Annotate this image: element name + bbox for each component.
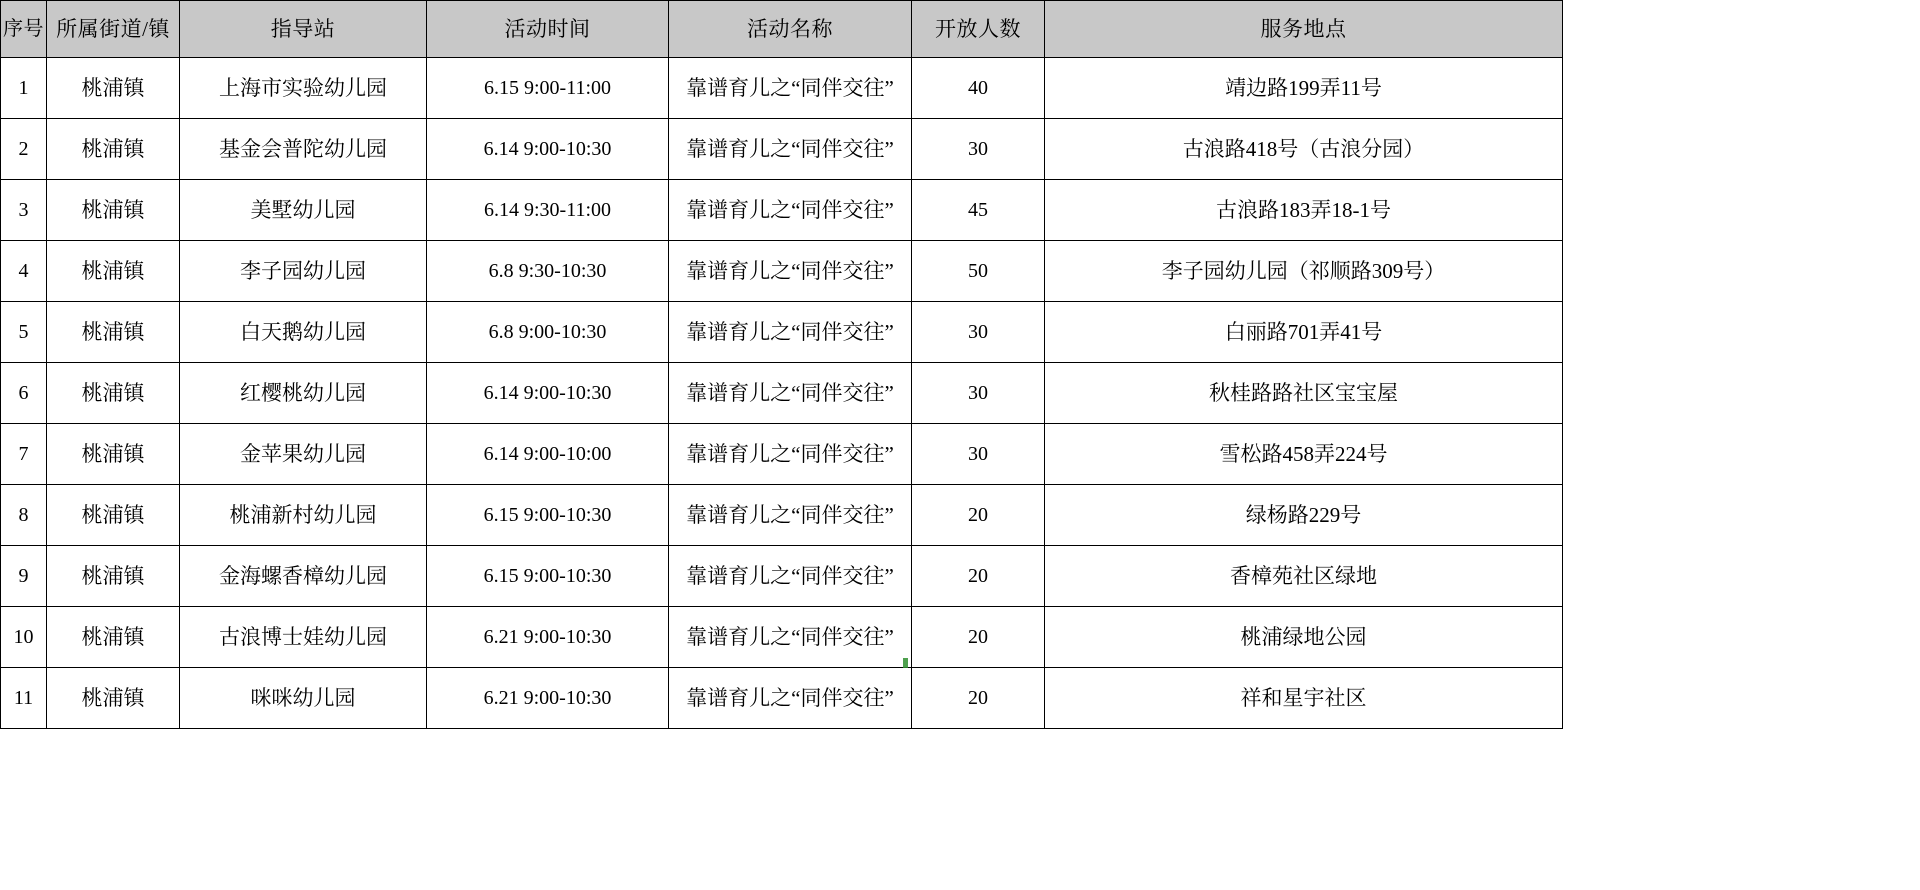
column-header-station: 指导站 — [180, 1, 427, 58]
cell-place: 祥和星宇社区 — [1045, 668, 1563, 729]
cell-capacity: 30 — [912, 302, 1045, 363]
cell-time: 6.21 9:00-10:30 — [427, 607, 669, 668]
table-row — [1, 363, 1563, 424]
cell-index: 7 — [1, 424, 47, 485]
table-row — [1, 668, 1563, 729]
column-header-index: 序号 — [1, 1, 47, 58]
cell-index: 1 — [1, 58, 47, 119]
cell-index: 2 — [1, 119, 47, 180]
cell-activity: 靠谱育儿之“同伴交往” — [669, 607, 912, 668]
cell-time: 6.8 9:00-10:30 — [427, 302, 669, 363]
cell-place: 香樟苑社区绿地 — [1045, 546, 1563, 607]
cell-capacity: 20 — [912, 546, 1045, 607]
cell-activity: 靠谱育儿之“同伴交往” — [669, 363, 912, 424]
cell-station: 白天鹅幼儿园 — [180, 302, 427, 363]
column-header-time: 活动时间 — [427, 1, 669, 58]
cell-place: 白丽路701弄41号 — [1045, 302, 1563, 363]
table-header-row — [1, 1, 1563, 58]
table-row — [1, 546, 1563, 607]
cell-capacity: 45 — [912, 180, 1045, 241]
cell-activity: 靠谱育儿之“同伴交往” — [669, 302, 912, 363]
cell-time: 6.15 9:00-10:30 — [427, 485, 669, 546]
cell-station: 红樱桃幼儿园 — [180, 363, 427, 424]
cell-index: 5 — [1, 302, 47, 363]
cell-town: 桃浦镇 — [47, 241, 180, 302]
cell-town: 桃浦镇 — [47, 119, 180, 180]
cell-place: 绿杨路229号 — [1045, 485, 1563, 546]
cell-time: 6.21 9:00-10:30 — [427, 668, 669, 729]
cell-capacity: 40 — [912, 58, 1045, 119]
cell-capacity: 20 — [912, 607, 1045, 668]
cell-station: 咪咪幼儿园 — [180, 668, 427, 729]
cell-place: 雪松路458弄224号 — [1045, 424, 1563, 485]
table-header — [1, 1, 1563, 58]
cell-place: 秋桂路路社区宝宝屋 — [1045, 363, 1563, 424]
cell-station: 金海螺香樟幼儿园 — [180, 546, 427, 607]
cell-place: 古浪路183弄18-1号 — [1045, 180, 1563, 241]
cell-activity: 靠谱育儿之“同伴交往” — [669, 485, 912, 546]
cell-activity: 靠谱育儿之“同伴交往” — [669, 668, 912, 729]
table-row — [1, 119, 1563, 180]
cell-time: 6.8 9:30-10:30 — [427, 241, 669, 302]
cell-time: 6.14 9:00-10:00 — [427, 424, 669, 485]
cell-time: 6.14 9:00-10:30 — [427, 363, 669, 424]
cell-town: 桃浦镇 — [47, 607, 180, 668]
cell-capacity: 50 — [912, 241, 1045, 302]
cell-station: 基金会普陀幼儿园 — [180, 119, 427, 180]
cell-town: 桃浦镇 — [47, 668, 180, 729]
green-marker-artifact — [903, 658, 908, 668]
column-header-place: 服务地点 — [1045, 1, 1563, 58]
cell-station: 李子园幼儿园 — [180, 241, 427, 302]
cell-time: 6.15 9:00-11:00 — [427, 58, 669, 119]
cell-capacity: 20 — [912, 668, 1045, 729]
cell-town: 桃浦镇 — [47, 58, 180, 119]
cell-index: 9 — [1, 546, 47, 607]
cell-town: 桃浦镇 — [47, 485, 180, 546]
cell-station: 桃浦新村幼儿园 — [180, 485, 427, 546]
table-row — [1, 180, 1563, 241]
table-row — [1, 302, 1563, 363]
cell-index: 11 — [1, 668, 47, 729]
cell-activity: 靠谱育儿之“同伴交往” — [669, 119, 912, 180]
cell-capacity: 30 — [912, 363, 1045, 424]
cell-time: 6.14 9:00-10:30 — [427, 119, 669, 180]
cell-index: 4 — [1, 241, 47, 302]
cell-place: 靖边路199弄11号 — [1045, 58, 1563, 119]
cell-time: 6.14 9:30-11:00 — [427, 180, 669, 241]
column-header-capacity: 开放人数 — [912, 1, 1045, 58]
cell-time: 6.15 9:00-10:30 — [427, 546, 669, 607]
cell-place: 古浪路418号（古浪分园） — [1045, 119, 1563, 180]
cell-index: 10 — [1, 607, 47, 668]
column-header-activity: 活动名称 — [669, 1, 912, 58]
cell-town: 桃浦镇 — [47, 546, 180, 607]
cell-activity: 靠谱育儿之“同伴交往” — [669, 241, 912, 302]
cell-capacity: 30 — [912, 424, 1045, 485]
cell-town: 桃浦镇 — [47, 302, 180, 363]
cell-station: 上海市实验幼儿园 — [180, 58, 427, 119]
cell-activity: 靠谱育儿之“同伴交往” — [669, 546, 912, 607]
cell-station: 美墅幼儿园 — [180, 180, 427, 241]
table-row — [1, 424, 1563, 485]
column-header-town: 所属街道/镇 — [47, 1, 180, 58]
cell-activity: 靠谱育儿之“同伴交往” — [669, 180, 912, 241]
cell-activity: 靠谱育儿之“同伴交往” — [669, 58, 912, 119]
cell-capacity: 30 — [912, 119, 1045, 180]
cell-station: 金苹果幼儿园 — [180, 424, 427, 485]
table-body — [1, 58, 1563, 729]
cell-index: 8 — [1, 485, 47, 546]
cell-town: 桃浦镇 — [47, 180, 180, 241]
cell-activity: 靠谱育儿之“同伴交往” — [669, 424, 912, 485]
cell-capacity: 20 — [912, 485, 1045, 546]
cell-town: 桃浦镇 — [47, 363, 180, 424]
cell-place: 李子园幼儿园（祁顺路309号） — [1045, 241, 1563, 302]
cell-town: 桃浦镇 — [47, 424, 180, 485]
table-row — [1, 241, 1563, 302]
table-row — [1, 58, 1563, 119]
table-row — [1, 485, 1563, 546]
table-row — [1, 607, 1563, 668]
cell-index: 3 — [1, 180, 47, 241]
cell-place: 桃浦绿地公园 — [1045, 607, 1563, 668]
cell-station: 古浪博士娃幼儿园 — [180, 607, 427, 668]
cell-index: 6 — [1, 363, 47, 424]
